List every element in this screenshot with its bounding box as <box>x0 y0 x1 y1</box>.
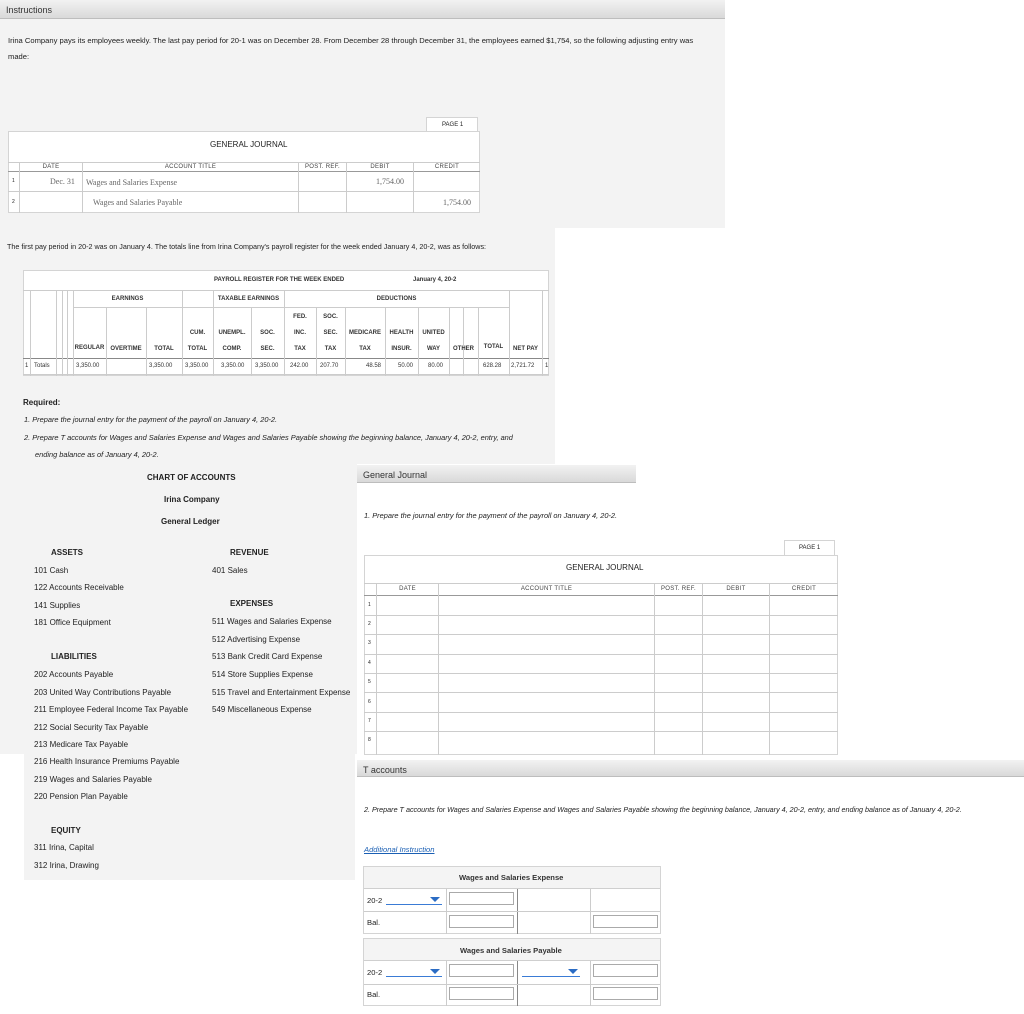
account-item: 211 Employee Federal Income Tax Payable <box>34 705 189 714</box>
payroll-title: PAYROLL REGISTER FOR THE WEEK ENDED <box>214 277 345 283</box>
divider <box>509 290 510 376</box>
payroll-col-cum1: CUM. <box>189 330 206 336</box>
payroll-col-net: NET PAY <box>512 346 538 352</box>
payable-title: Wages and Salaries Payable <box>460 946 562 955</box>
account-item: 203 United Way Contributions Payable <box>34 688 172 697</box>
gj-header-post: POST. REF. <box>660 586 696 592</box>
expense-bal-debit-input[interactable] <box>449 915 514 928</box>
account-item: 311 Irina, Capital <box>34 843 94 852</box>
payroll-col-fed3: TAX <box>294 346 306 352</box>
account-item: 401 Sales <box>212 566 248 575</box>
expense-title: Wages and Salaries Expense <box>459 873 564 882</box>
divider <box>418 307 419 376</box>
divider <box>73 307 509 308</box>
gj-row-num: 3 <box>368 640 371 646</box>
divider <box>251 307 252 376</box>
divider <box>542 290 543 376</box>
divider <box>56 290 57 376</box>
payroll-cum-total: 3,350.00 <box>185 363 209 369</box>
payroll-soc-sec-tax: 207.70 <box>320 363 339 369</box>
payroll-col-other: OTHER <box>453 346 474 352</box>
liabilities-heading: LIABILITIES <box>51 652 97 661</box>
gj-cell-post[interactable] <box>655 596 702 754</box>
account-item: 512 Advertising Expense <box>212 635 301 644</box>
payroll-row-num: 1 <box>25 363 29 369</box>
account-item: 312 Irina, Drawing <box>34 861 99 870</box>
coa-title: CHART OF ACCOUNTS <box>147 473 236 482</box>
divider <box>8 162 480 163</box>
payroll-col-health2: INSUR. <box>391 346 412 352</box>
divider <box>106 307 107 376</box>
payroll-regular: 3,350.00 <box>76 363 100 369</box>
expense-bal-credit-input[interactable] <box>593 915 658 928</box>
journal1-row-date: Dec. 31 <box>50 177 75 186</box>
payroll-row-end-num: 1 <box>545 363 549 369</box>
payroll-fed-tax: 242.00 <box>290 363 309 369</box>
general-journal-bar <box>357 465 636 483</box>
payroll-group-taxable: TAXABLE EARNINGS <box>217 296 280 302</box>
required-item2a: 2. Prepare T accounts for Wages and Salaries Expense and Wages and Salaries Payable showing the beginning balance, January 4, 20-2, entry, and <box>24 433 513 442</box>
expenses-heading: EXPENSES <box>230 599 274 608</box>
coa-company: Irina Company <box>164 495 220 504</box>
intro-text-line2: made: <box>8 52 30 61</box>
payroll-col-soc2: SEC. <box>260 346 275 352</box>
divider <box>478 307 479 376</box>
coa-ledger: General Ledger <box>161 517 220 526</box>
account-item: 202 Accounts Payable <box>34 670 114 679</box>
gj-cell-credit[interactable] <box>770 596 838 754</box>
payroll-col-fed2: INC. <box>294 330 306 336</box>
instructions-bar-title: Instructions <box>6 5 53 15</box>
gj-cell-date[interactable] <box>377 596 438 754</box>
payable-debit-amount-input[interactable] <box>449 964 514 977</box>
journal1-row-account: Wages and Salaries Expense <box>86 178 178 187</box>
payable-bal-debit-input[interactable] <box>449 987 514 1000</box>
journal1-row-credit: 1,754.00 <box>443 198 471 207</box>
revenue-heading: REVENUE <box>230 548 269 557</box>
gj-page-label: PAGE 1 <box>799 545 821 551</box>
chevron-down-icon <box>430 969 440 974</box>
journal1-row-account: Wages and Salaries Payable <box>93 198 183 207</box>
instructions-bar <box>0 0 725 19</box>
divider <box>364 911 660 912</box>
payroll-united: 80.00 <box>428 363 444 369</box>
divider <box>73 290 74 376</box>
divider <box>23 290 549 291</box>
payable-credit-amount-input[interactable] <box>593 964 658 977</box>
expense-date-dropdown[interactable] <box>386 893 442 905</box>
journal1-row-num: 2 <box>12 199 15 205</box>
payroll-col-united2: WAY <box>426 346 441 352</box>
payroll-total-ded: 628.28 <box>483 363 502 369</box>
payable-date-dropdown[interactable] <box>386 965 442 977</box>
payroll-soc-sec: 3,350.00 <box>255 363 279 369</box>
journal1-header-post: POST. REF. <box>304 164 340 170</box>
payroll-col-cum2: TOTAL <box>187 346 208 352</box>
payroll-health: 50.00 <box>398 363 414 369</box>
account-item: 181 Office Equipment <box>34 618 111 627</box>
additional-instruction-link[interactable]: Additional Instruction <box>364 845 435 854</box>
intro-text-line1: Irina Company pays its employees weekly. The last pay period for 20-1 was on December 28. From December 28 through December 31, the employees earned $1,754, so the following adjusting entry was <box>8 36 694 45</box>
journal1-header-credit: CREDIT <box>434 164 460 170</box>
gj-title: GENERAL JOURNAL <box>566 563 644 572</box>
gj-row-num: 5 <box>368 679 371 685</box>
gj-header-credit: CREDIT <box>791 586 817 592</box>
journal1-header-debit: DEBIT <box>370 164 390 170</box>
journal1-page-label: PAGE 1 <box>442 122 464 128</box>
gj-header-date: DATE <box>399 586 416 592</box>
divider <box>463 307 464 376</box>
payroll-col-soc1: SOC. <box>260 330 275 336</box>
payroll-col-dtotal: TOTAL <box>483 344 504 350</box>
payroll-row-label: Totals <box>34 363 50 369</box>
account-item: 122 Accounts Receivable <box>34 583 124 592</box>
payroll-col-regular: REGULAR <box>74 345 105 351</box>
divider <box>146 307 147 376</box>
gj-row-num: 4 <box>368 660 371 666</box>
payroll-table <box>23 270 549 376</box>
journal1-header-date: DATE <box>42 164 60 170</box>
t-accounts-bar-title: T accounts <box>363 765 407 775</box>
divider <box>385 307 386 376</box>
gj-row-num: 6 <box>368 699 371 705</box>
divider <box>23 358 549 359</box>
payroll-unempl: 3,350.00 <box>221 363 245 369</box>
account-item: 515 Travel and Entertainment Expense <box>212 688 351 697</box>
gj-row-num: 7 <box>368 718 371 724</box>
divider <box>364 984 660 985</box>
account-item: 216 Health Insurance Premiums Payable <box>34 757 180 766</box>
payroll-net-pay: 2,721.72 <box>511 363 535 369</box>
account-item: 513 Bank Credit Card Expense <box>212 652 323 661</box>
divider <box>345 307 346 376</box>
chevron-down-icon <box>568 969 578 974</box>
divider <box>8 171 480 172</box>
journal1-title: GENERAL JOURNAL <box>210 140 288 149</box>
account-item: 549 Miscellaneous Expense <box>212 705 312 714</box>
payable-year: 20-2 <box>367 968 383 977</box>
payroll-col-united1: UNITED <box>422 330 445 336</box>
divider <box>364 583 838 584</box>
account-item: 213 Medicare Tax Payable <box>34 740 129 749</box>
account-item: 514 Store Supplies Expense <box>212 670 313 679</box>
payroll-group-deductions: DEDUCTIONS <box>376 296 417 302</box>
divider <box>449 307 450 376</box>
equity-heading: EQUITY <box>51 826 81 835</box>
general-journal-instruction: 1. Prepare the journal entry for the payment of the payroll on January 4, 20-2. <box>364 511 618 520</box>
journal1-header-account: ACCOUNT TITLE <box>164 164 217 170</box>
payroll-col-ssec3: TAX <box>324 346 337 352</box>
required-item2b: ending balance as of January 4, 20-2. <box>35 450 159 459</box>
t-accounts-instruction: 2. Prepare T accounts for Wages and Salaries Expense and Wages and Salaries Payable showing the beginning balance, January 4, 20-2, entry, and ending balance as of January 4, 20-2. <box>364 805 962 814</box>
account-item: 219 Wages and Salaries Payable <box>34 775 152 784</box>
account-item: 101 Cash <box>34 566 69 575</box>
chevron-down-icon <box>430 897 440 902</box>
gj-cell-debit[interactable] <box>703 596 769 754</box>
payroll-col-med2: TAX <box>359 346 371 352</box>
divider <box>8 191 480 192</box>
journal1-row-num: 1 <box>12 178 15 184</box>
gj-cell-account[interactable] <box>439 596 654 754</box>
payroll-medicare: 48.58 <box>366 363 382 369</box>
account-item: 220 Pension Plan Payable <box>34 792 128 801</box>
journal1-row-debit: 1,754.00 <box>376 177 404 186</box>
expense-bal-label: Bal. <box>367 918 381 927</box>
payroll-col-med1: MEDICARE <box>348 330 381 336</box>
account-item: 511 Wages and Salaries Expense <box>212 617 332 626</box>
expense-year: 20-2 <box>367 896 383 905</box>
required-item1: 1. Prepare the journal entry for the payment of the payroll on January 4, 20-2. <box>24 415 278 424</box>
payroll-col-total: TOTAL <box>154 346 174 352</box>
payroll-total: 3,350.00 <box>149 363 173 369</box>
divider <box>23 374 549 375</box>
payroll-group-earnings: EARNINGS <box>111 296 144 302</box>
payroll-col-overtime: OVERTIME <box>110 346 142 352</box>
account-item: 141 Supplies <box>34 601 81 610</box>
payroll-col-unemp1: UNEMPL. <box>218 330 246 336</box>
payroll-date: January 4, 20-2 <box>413 277 457 283</box>
required-heading: Required: <box>23 398 61 407</box>
gj-row-num: 2 <box>368 621 371 627</box>
second-paragraph: The first pay period in 20-2 was on January 4. The totals line from Irina Company's payroll register for the week ended January 4, 20-2, was as follows: <box>7 242 487 251</box>
payroll-col-unemp2: COMP. <box>222 346 242 352</box>
payable-bal-credit-input[interactable] <box>593 987 658 1000</box>
payroll-col-ssec1: SOC. <box>323 314 338 320</box>
payroll-col-health1: HEALTH <box>389 330 414 336</box>
payable-bal-label: Bal. <box>367 990 381 999</box>
payable-credit-date-dropdown[interactable] <box>522 965 580 977</box>
expense-debit-amount-input[interactable] <box>449 892 514 905</box>
payroll-col-ssec2: SEC. <box>323 330 338 336</box>
gj-row-num: 8 <box>368 737 371 743</box>
general-journal-bar-title: General Journal <box>363 470 428 480</box>
divider <box>67 290 68 376</box>
gj-row-num: 1 <box>368 602 371 608</box>
assets-heading: ASSETS <box>51 548 84 557</box>
t-accounts-bar <box>357 760 1024 777</box>
divider <box>30 290 31 376</box>
payroll-col-fed1: FED. <box>293 314 307 320</box>
account-item: 212 Social Security Tax Payable <box>34 723 149 732</box>
gj-header-debit: DEBIT <box>726 586 746 592</box>
gj-header-account: ACCOUNT TITLE <box>520 586 573 592</box>
divider <box>62 290 63 376</box>
